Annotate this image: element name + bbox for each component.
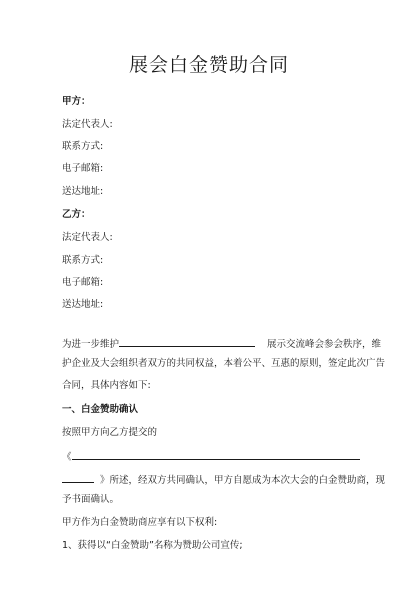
document-name-blank-2	[62, 472, 94, 483]
intro-line-3: 合同，具体内容如下:	[62, 380, 151, 391]
section1-p2	[62, 472, 385, 487]
party-b-heading: 乙方：	[62, 209, 91, 220]
section1-quote-line	[62, 449, 360, 464]
party-b-contact: 联系方式:	[62, 255, 104, 266]
quote-open: 《	[62, 452, 72, 463]
exhibition-name-blank	[119, 336, 255, 347]
party-a-legal-rep: 法定代表人:	[62, 119, 113, 130]
section1-item1: 1、获得以“白金赞助”名称为赞助公司宣传;	[62, 540, 243, 551]
intro-line-1	[62, 336, 381, 351]
party-b-legal-rep: 法定代表人:	[62, 232, 113, 243]
section1-p4: 甲方作为白金赞助商应享有以下权利:	[62, 517, 218, 528]
party-b-address: 送达地址:	[62, 299, 104, 310]
quote-close: 》所述，经双方共同确认，甲方自愿成为本次大会的白金赞助商，现	[100, 475, 386, 486]
section1-p1: 按照甲方向乙方提交的	[62, 427, 158, 438]
section1-heading: 一、白金赞助确认	[62, 404, 139, 415]
intro-line-2: 护企业及大会组织者双方的共同权益，本着公平、互惠的原则，签定此次广告	[62, 358, 386, 369]
party-a-email: 电子邮箱:	[62, 163, 104, 174]
party-a-contact: 联系方式:	[62, 141, 104, 152]
party-a-address: 送达地址:	[62, 186, 104, 197]
party-b-email: 电子邮箱:	[62, 277, 104, 288]
document-title: 展会白金赞助合同	[128, 54, 289, 76]
intro-prefix: 为进一步维护	[62, 339, 120, 350]
section1-p3: 予书面确认。	[62, 494, 120, 505]
party-a-heading: 甲方：	[62, 96, 91, 107]
document-name-blank	[72, 449, 360, 460]
intro-suffix: 展示交流峰会参会秩序，维	[267, 339, 382, 350]
